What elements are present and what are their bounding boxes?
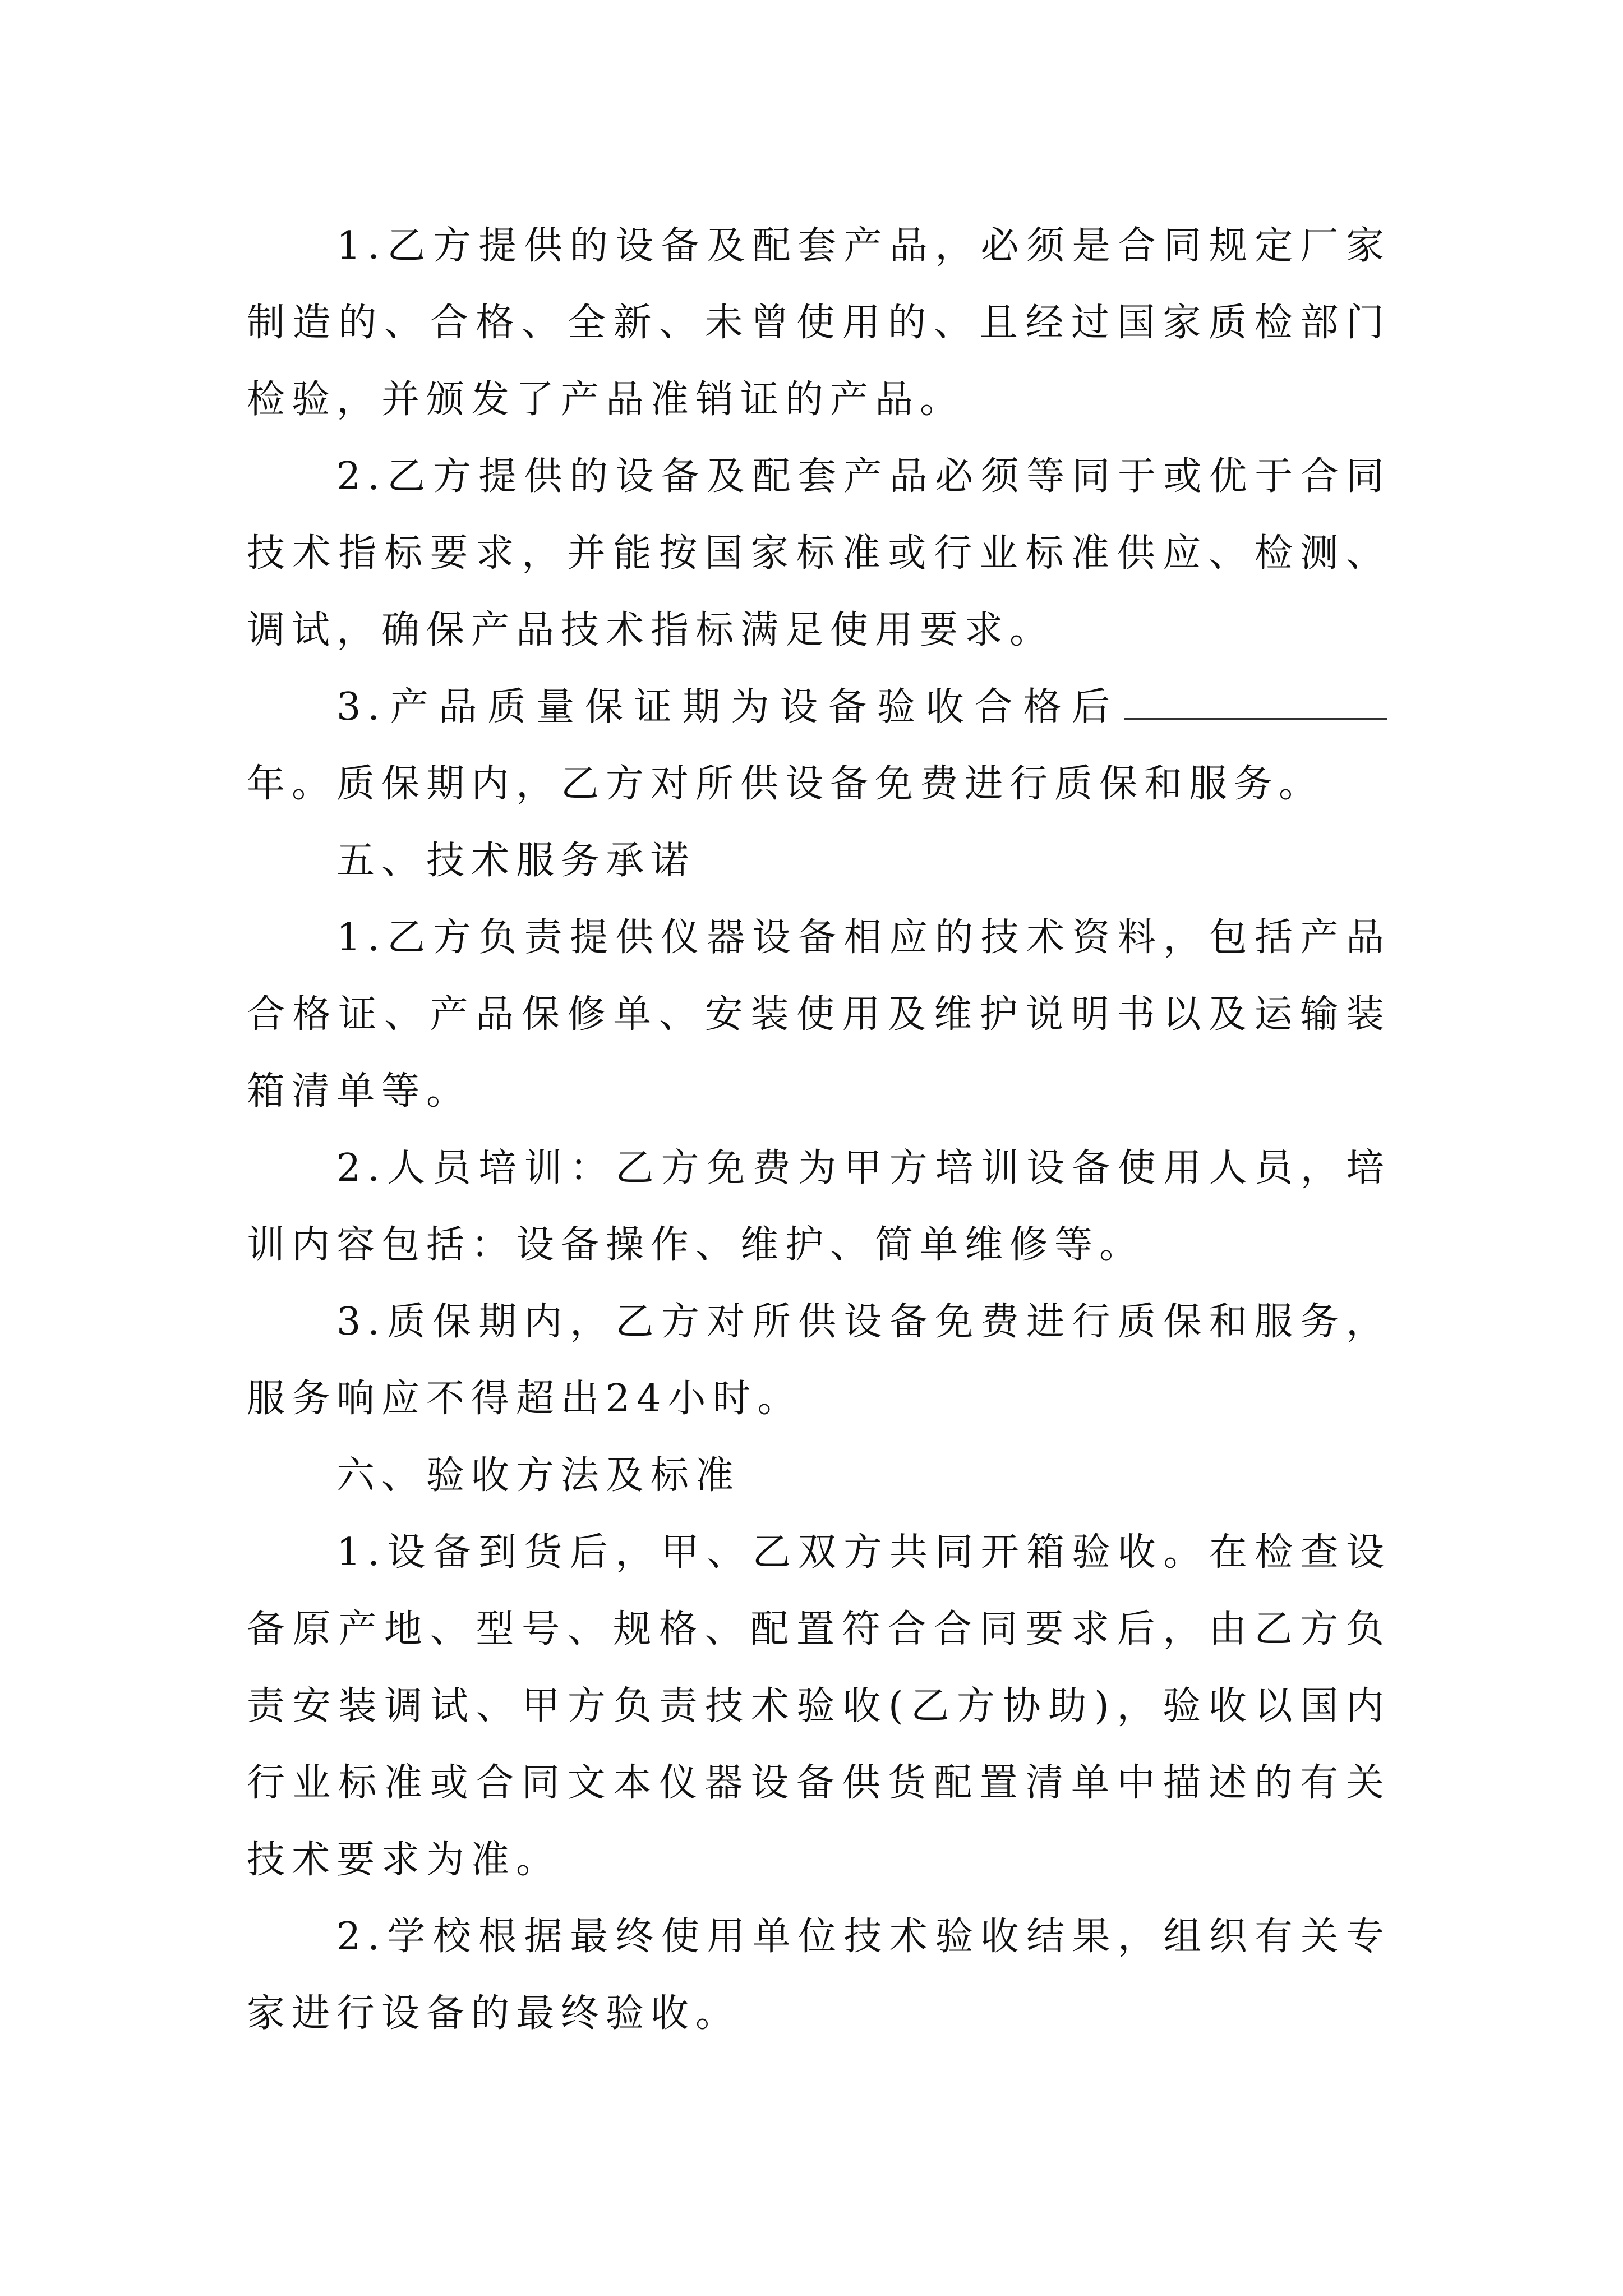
paragraph-acceptance-1: 1.设备到货后，甲、乙双方共同开箱验收。在检查设备原产地、型号、规格、配置符合合同要求后，由乙方负责安装调试、甲方负责技术验收(乙方协助)，验收以国内行业标准或合同文本仪器设备供货配置清单中描述的有关技术要求为准。 [247,1530,1391,1882]
paragraph-acceptance-2: 2.学校根据最终使用单位技术验收结果，组织有关专家进行设备的最终验收。 [247,1915,1391,2036]
paragraph-quality-1: 1.乙方提供的设备及配套产品，必须是合同规定厂家制造的、合格、全新、未曾使用的、且经过国家质检部门检验，并颁发了产品准销证的产品。 [247,224,1391,422]
paragraph-quality-2: 2.乙方提供的设备及配套产品必须等同于或优于合同技术指标要求，并能按国家标准或行业标准供应、检测、调试，确保产品技术指标满足使用要求。 [247,454,1391,652]
warranty-years-blank [1124,684,1387,720]
paragraph-tech-docs: 1.乙方负责提供仪器设备相应的技术资料，包括产品合格证、产品保修单、安装使用及维护说明书以及运输装箱清单等。 [247,915,1391,1114]
section-five-heading: 五、技术服务承诺 [336,839,696,883]
warranty-text-after: 年。质保期内，乙方对所供设备免费进行质保和服务。 [247,762,1324,806]
warranty-text-before: 3.产品质量保证期为设备验收合格后 [336,685,1121,729]
section-six-heading: 六、验收方法及标准 [336,1453,741,1498]
paragraph-warranty-period [247,669,1391,822]
paragraph-service-response: 3.质保期内，乙方对所供设备免费进行质保和服务，服务响应不得超出24小时。 [247,1300,1391,1421]
paragraph-training: 2.人员培训：乙方免费为甲方培训设备使用人员，培训内容包括：设备操作、维护、简单维修等。 [247,1146,1391,1267]
document-page [247,208,1391,2052]
